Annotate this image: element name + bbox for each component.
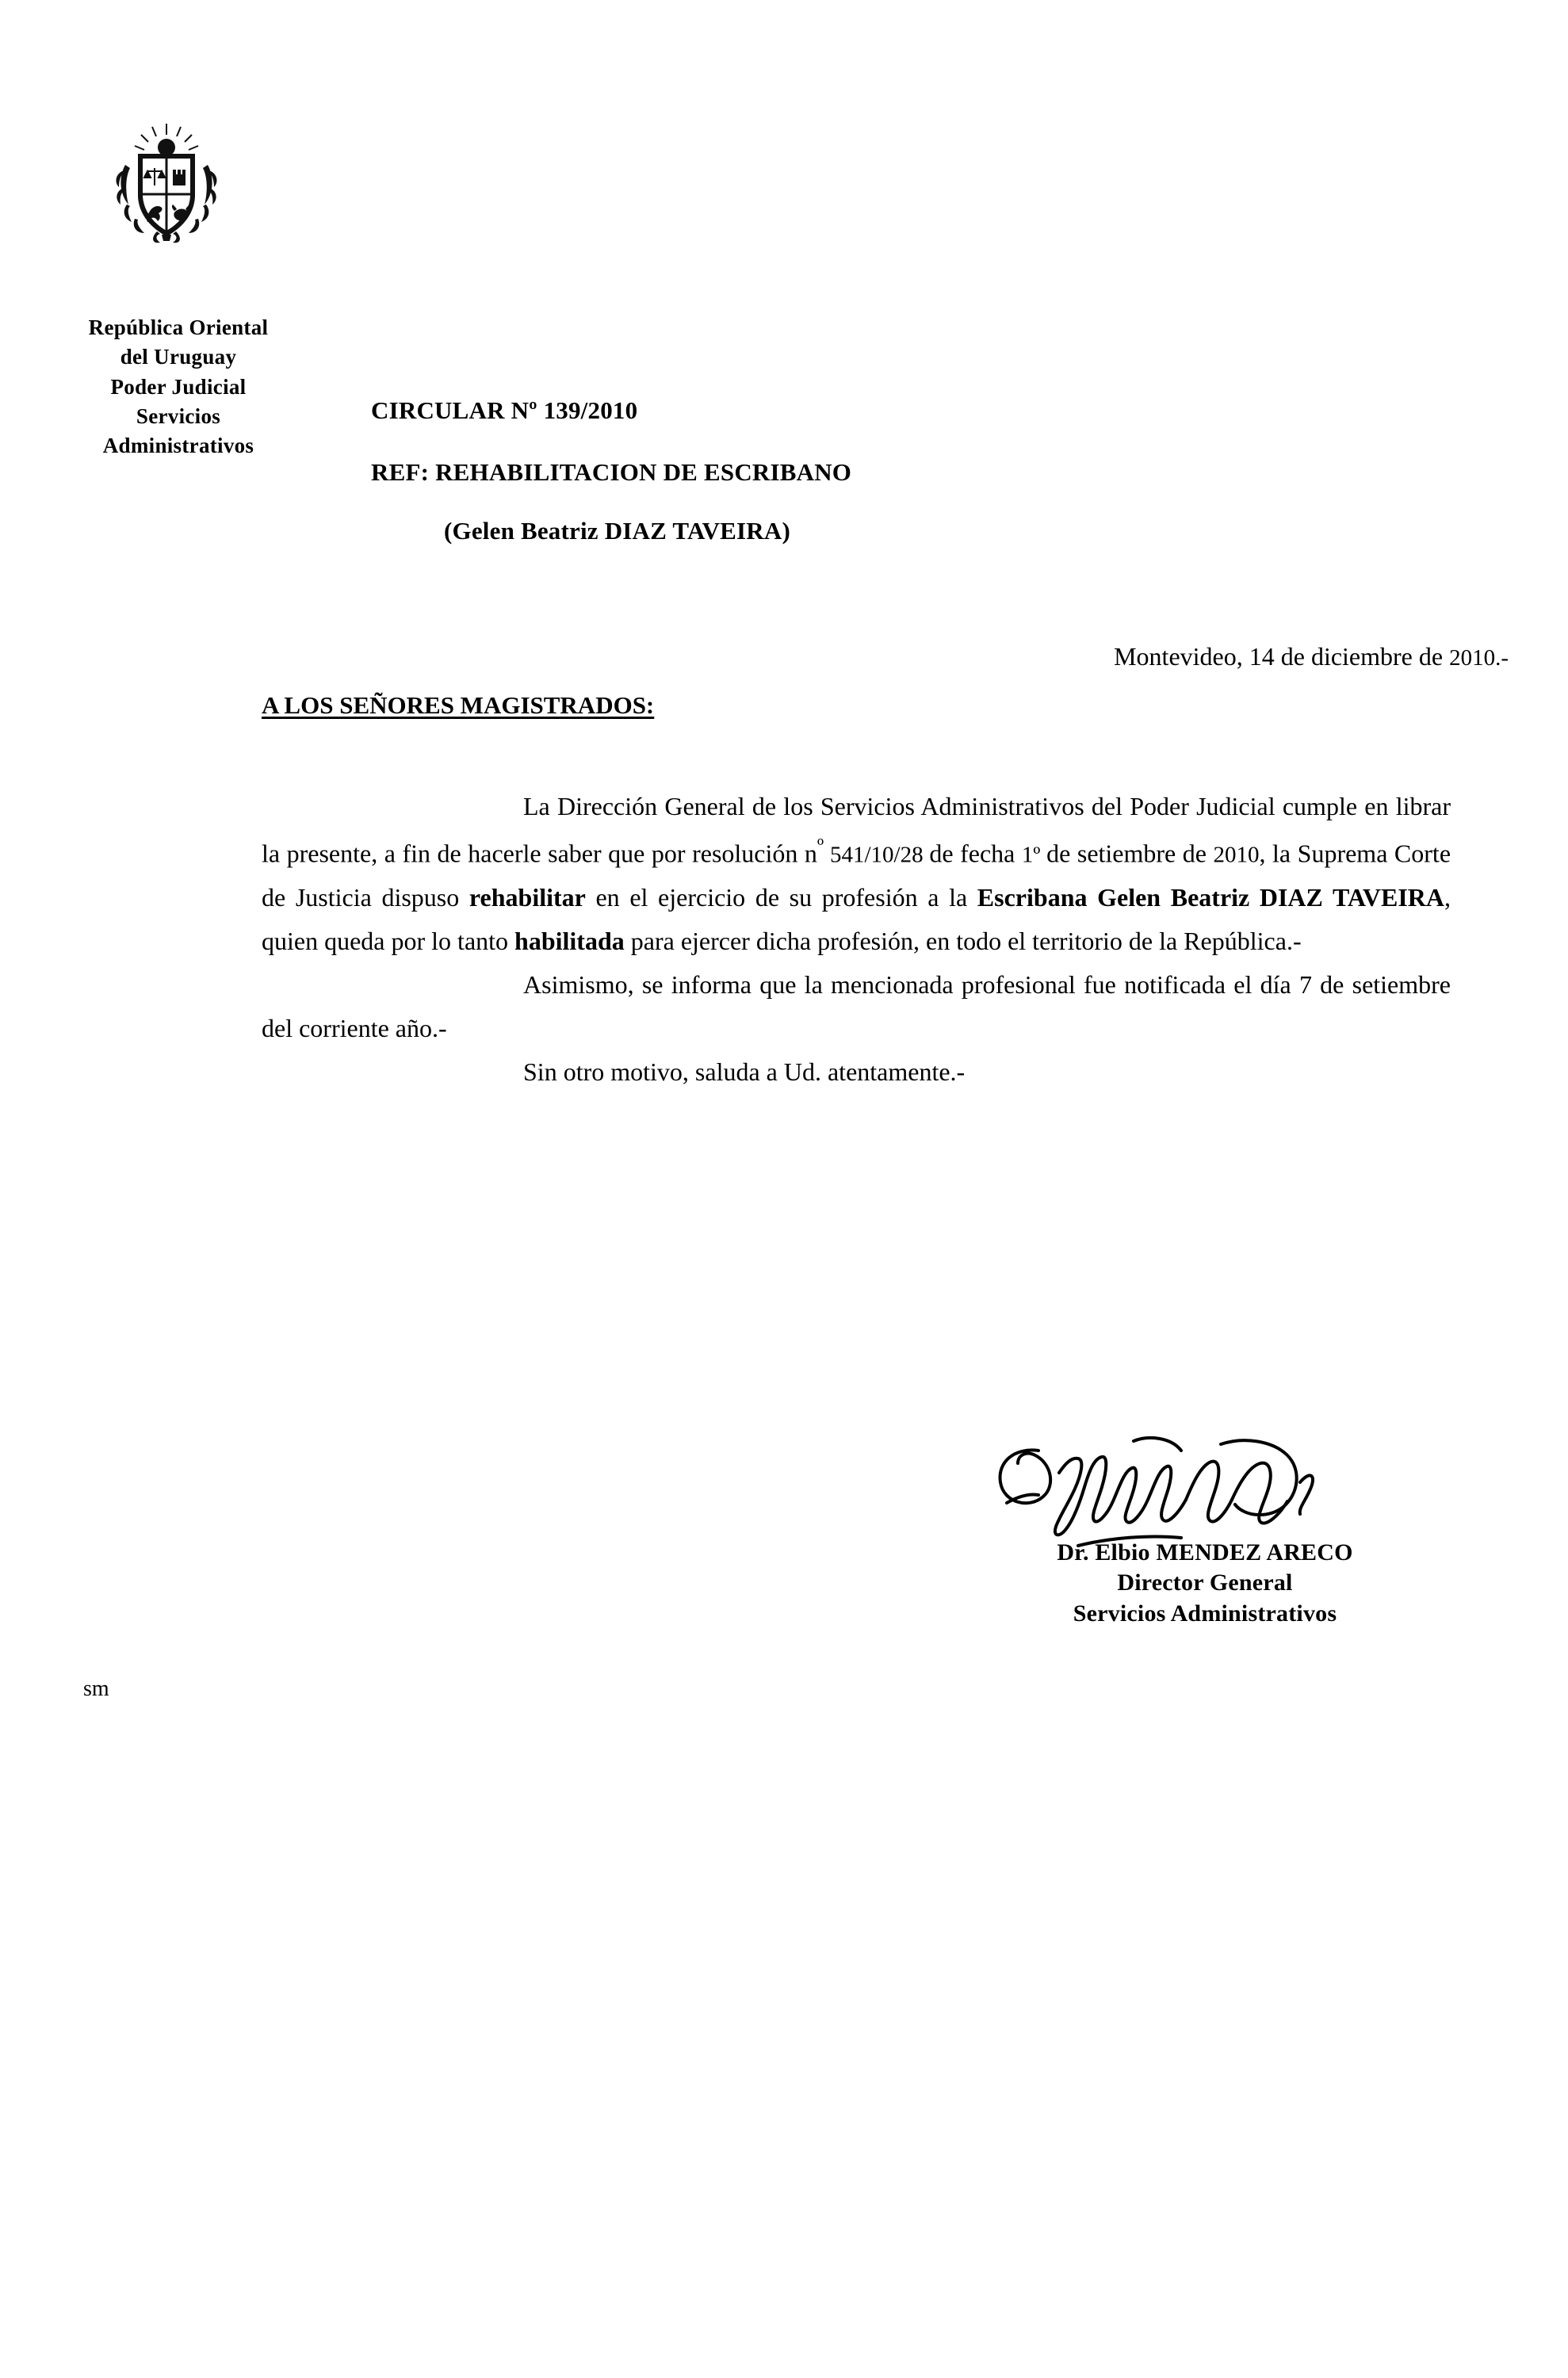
letterhead-line-1: República Oriental [88, 315, 269, 339]
signer-department: Servicios Administrativos [1073, 1600, 1337, 1627]
place-date-text: Montevideo, 14 de diciembre de [1114, 642, 1450, 671]
paragraph-1 [262, 785, 1451, 963]
paragraph-1-ordinal: º [817, 834, 824, 858]
circular-reference: REF: REHABILITACION DE ESCRIBANO [371, 458, 852, 486]
signer-title: Director General [1117, 1569, 1293, 1596]
letterhead-line-5: Administrativos [102, 434, 254, 457]
typist-initials: sm [83, 1676, 109, 1701]
signature-block [983, 1427, 1427, 1627]
letterhead-line-4: Servicios [136, 403, 221, 428]
paragraph-1-resolution-number: 541/10/28 [824, 842, 930, 868]
circular-number: CIRCULAR Nº 139/2010 [371, 396, 638, 424]
paragraph-1-bold-habilitada: habilitada [514, 926, 625, 955]
signer-name: Dr. Elbio MENDEZ ARECO [1057, 1539, 1353, 1566]
place-date-year: 2010.- [1449, 645, 1509, 671]
letterhead-line-2: del Uruguay [120, 345, 237, 369]
paragraph-1-bold-rehabilitar: rehabilitar [468, 882, 586, 912]
addressee: A LOS SEÑORES MAGISTRADOS: [262, 691, 655, 719]
paragraph-1-seg-5: de setiembre de [1046, 839, 1214, 868]
paragraph-1-seg-3: de fecha [929, 839, 1022, 868]
paragraph-2 [262, 963, 1451, 1050]
paragraph-2-text: Asimismo, se informa que la mencionada profesional fue notificada el día 7 de setiembre del corriente año.- [262, 969, 1451, 1042]
signature-text-lines [983, 1538, 1427, 1629]
letterhead-line-3: Poder Judicial [110, 374, 247, 399]
coat-of-arms-icon [111, 119, 222, 254]
paragraph-1-bold-name: Escribana Gelen Beatriz DIAZ TAVEIRA [977, 882, 1445, 912]
circular-subject-name: (Gelen Beatriz DIAZ TAVEIRA) [444, 517, 790, 545]
paragraph-1-seg-9: , quien queda por lo tanto [262, 882, 1451, 955]
paragraph-1-seg-7: , la Suprema Corte de Justicia dispuso [262, 839, 1451, 912]
paragraph-1-year: 2010 [1213, 842, 1260, 868]
body-text [262, 785, 1451, 1094]
paragraph-3-text: Sin otro motivo, saluda a Ud. atentamente.- [523, 1057, 966, 1086]
paragraph-1-seg-8: en el ejercicio de su profesión a la [585, 882, 977, 912]
paragraph-3 [262, 1050, 1451, 1094]
paragraph-1-seg-1: La Dirección General de los Servicios Administrativos del Poder Judicial cumple en librar la presente, a fin de hacerle saber que por resolución n [262, 792, 1451, 868]
paragraph-1-day: 1º [1021, 842, 1047, 868]
letterhead-block [48, 313, 309, 461]
place-and-date [1114, 642, 1509, 671]
paragraph-1-seg-10: para ejercer dicha profesión, en todo el territorio de la República.- [624, 926, 1302, 955]
